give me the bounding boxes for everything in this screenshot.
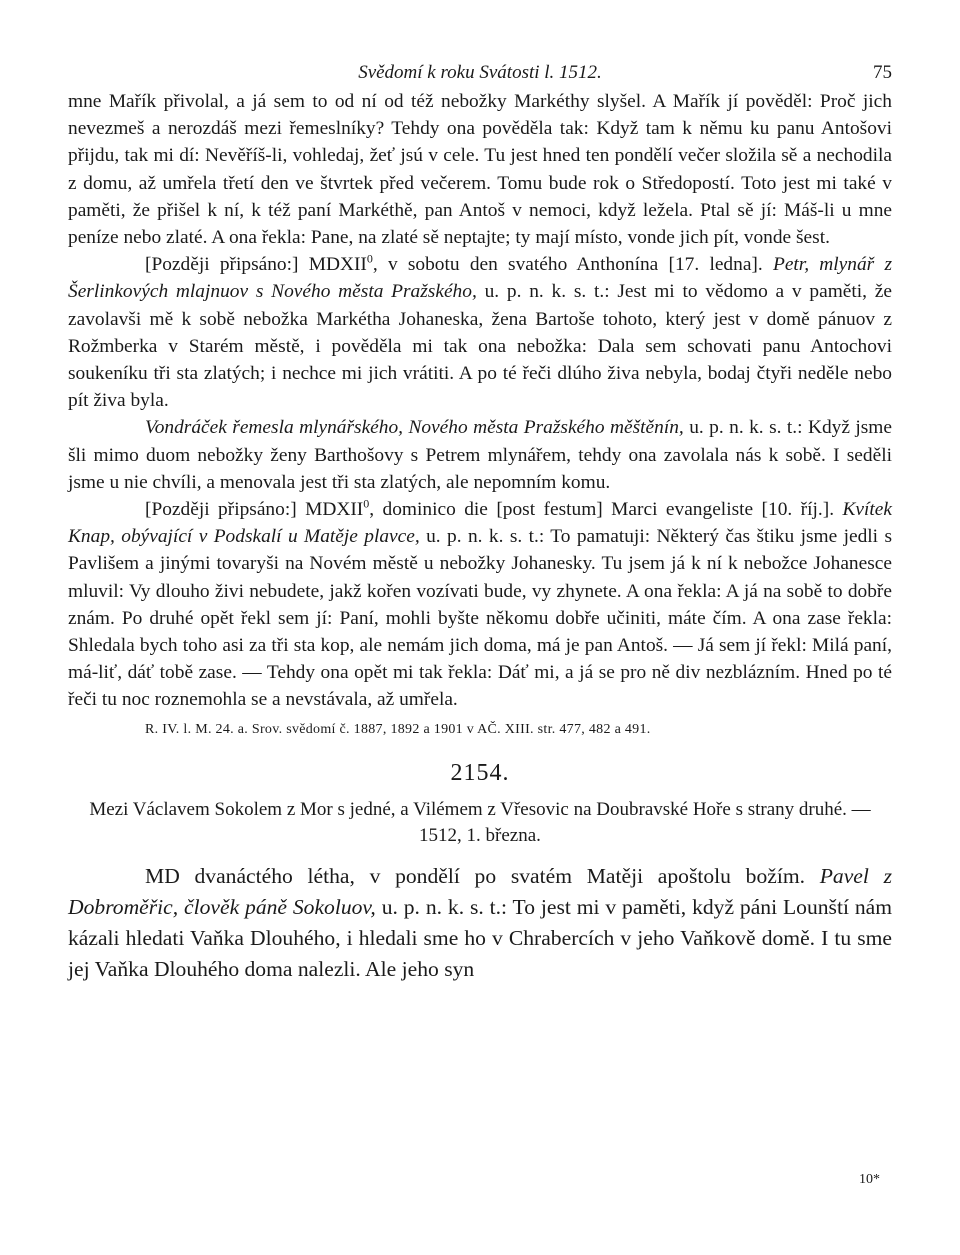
- testimony-text: u. p. n. k. s. t.: Jest mi to vědomo a v paměti, že zavolavši mě k sobě nebožka Markétha Johaneska, žena Bartoše tohoto, který jest v domě pánuov z Rožmberka v Starém městě, i pověděla mi tak ona nebožka: Dala sem schovati panu Antochovi soukeníku tři sta zlatých; i nechce mi jich vrátiti. A po té řeči dlúho živa nebyla, bodaj čtyři neděle nebo pít živa byla.: [68, 281, 892, 412]
- witness-name: Kvítek Knap, obývající v Podskalí u Matěje plavce,: [68, 499, 892, 548]
- running-head: Svědomí k roku Svátosti l. 1512.: [358, 62, 602, 83]
- paragraph-continuation: mne Mařík přivolal, a já sem to od ní od též nebožky Markéthy slyšel. A Mařík jí pověděl: Proč jich nevezmeš a nerozdáš mezi řemeslníky? Tehdy ona pověděla tak: Když tam k němu ku panu Antošovi přijdu, tak mi dí: Nevěříš-li, vohledaj, žeť jsú v cele. Tu jest hned ten pondělí večer složila sě a nechodila z domu, až umřela třetí den ve štvrtek před večerem. Tomu bude rok o Středopostí. Toto jest mi také v paměti, že přišel k ní, k též paní Markéthě, pan Antoš v nemoci, když ležela. Ptal sě jí: Máš-li u mne peníze nebo zlaté. A ona řekla: Pane, na zlaté sě neptajte; ty mají místo, vonde jich pít, vonde šest.: [68, 91, 892, 249]
- later-note: [Později připsáno:] MDXII: [145, 499, 364, 521]
- later-note: [Později připsáno:] MDXII: [145, 254, 367, 276]
- page-number: 75: [873, 62, 892, 83]
- date-lead: MD dvanáctého létha, v pondělí po svatém Matěji apoštolu božím.: [145, 863, 820, 888]
- testimony-petr: [68, 251, 892, 414]
- testimony-text: u. p. n. k. s. t.: To jest mi v paměti, když páni Lounští nám kázali hledati Vaňka Dlouhého, i hledali sme ho v Chrabercích v jeho Vaňkově domě. I tu sme jej Vaňka Dlouhého doma nalezli. Ale jeho syn: [68, 894, 892, 981]
- testimony-kvitek: [68, 496, 892, 714]
- source-reference: R. IV. l. M. 24. a. Srov. svědomí č. 1887, 1892 a 1901 v AČ. XIII. str. 477, 482 a 491.: [145, 721, 651, 737]
- superscript: 0: [363, 496, 370, 511]
- regest-heading: Mezi Václavem Sokolem z Mor s jedné, a Vilémem z Vřesovic na Doubravské Hoře s strany druhé. — 1512, 1. března.: [89, 798, 871, 846]
- superscript: 0: [366, 251, 373, 266]
- signature-mark: 10*: [859, 1172, 880, 1187]
- document-number: 2154.: [450, 759, 510, 786]
- date-text: , v sobotu den svatého Anthonína [17. ledna].: [372, 254, 773, 276]
- page-header: [68, 52, 892, 88]
- date-text: , dominico die [post festum] Marci evangeliste [10. říj.].: [369, 499, 843, 521]
- witness-name: Pavel z Dobroměřic, člověk páně Sokoluov,: [68, 863, 892, 919]
- testimony-text: u. p. n. k. s. t.: To pamatuji: Některý čas štiku jsme jedli s Pavlišem a jinými tovaryši na Novém městě u nebožky Johanesky. Tu jsem já k ní k nebožce Johanesce mluvil: Vy dlouho živi nebudete, jakž kořen vozívati bude, vy zhynete. A ona řekla: A já na sobě to dobře znám. Po druhé opět řekl sem jí: Paní, mohli byšte někomu dobře učiniti, máte čím. A ona zase řekla: Shledala bych toho asi za tři sta kop, ale nemám jich doma, má je pan Antoš. — Já sem jí řekl: Milá paní, má-liť, dáť tobě zase. — Tehdy ona opět mi tak řekla: Dáť mi, a já se pro ně div nezblázním. Hned po té řeči tu noc roznemohla se a nevstávala, až umřela.: [68, 526, 892, 711]
- witness-name: Petr, mlynář z Šerlinkových mlajnuov s Nového města Pražského,: [68, 254, 892, 303]
- testimony-pavel: [68, 861, 892, 985]
- testimony-vondracek: [68, 414, 892, 496]
- witness-name: Vondráček řemesla mlynářského, Nového města Pražského měštěnín,: [145, 417, 684, 439]
- testimony-text: u. p. n. k. s. t.: Když jsme šli mimo duom nebožky ženy Barthošovy s Petrem mlynářem, tehdy ona zavolala nás k sobě. I seděli jsme u nie chvíli, a menovala jest tři sta zlatých, ale nepomním komu.: [68, 417, 893, 493]
- document-page: [68, 52, 892, 985]
